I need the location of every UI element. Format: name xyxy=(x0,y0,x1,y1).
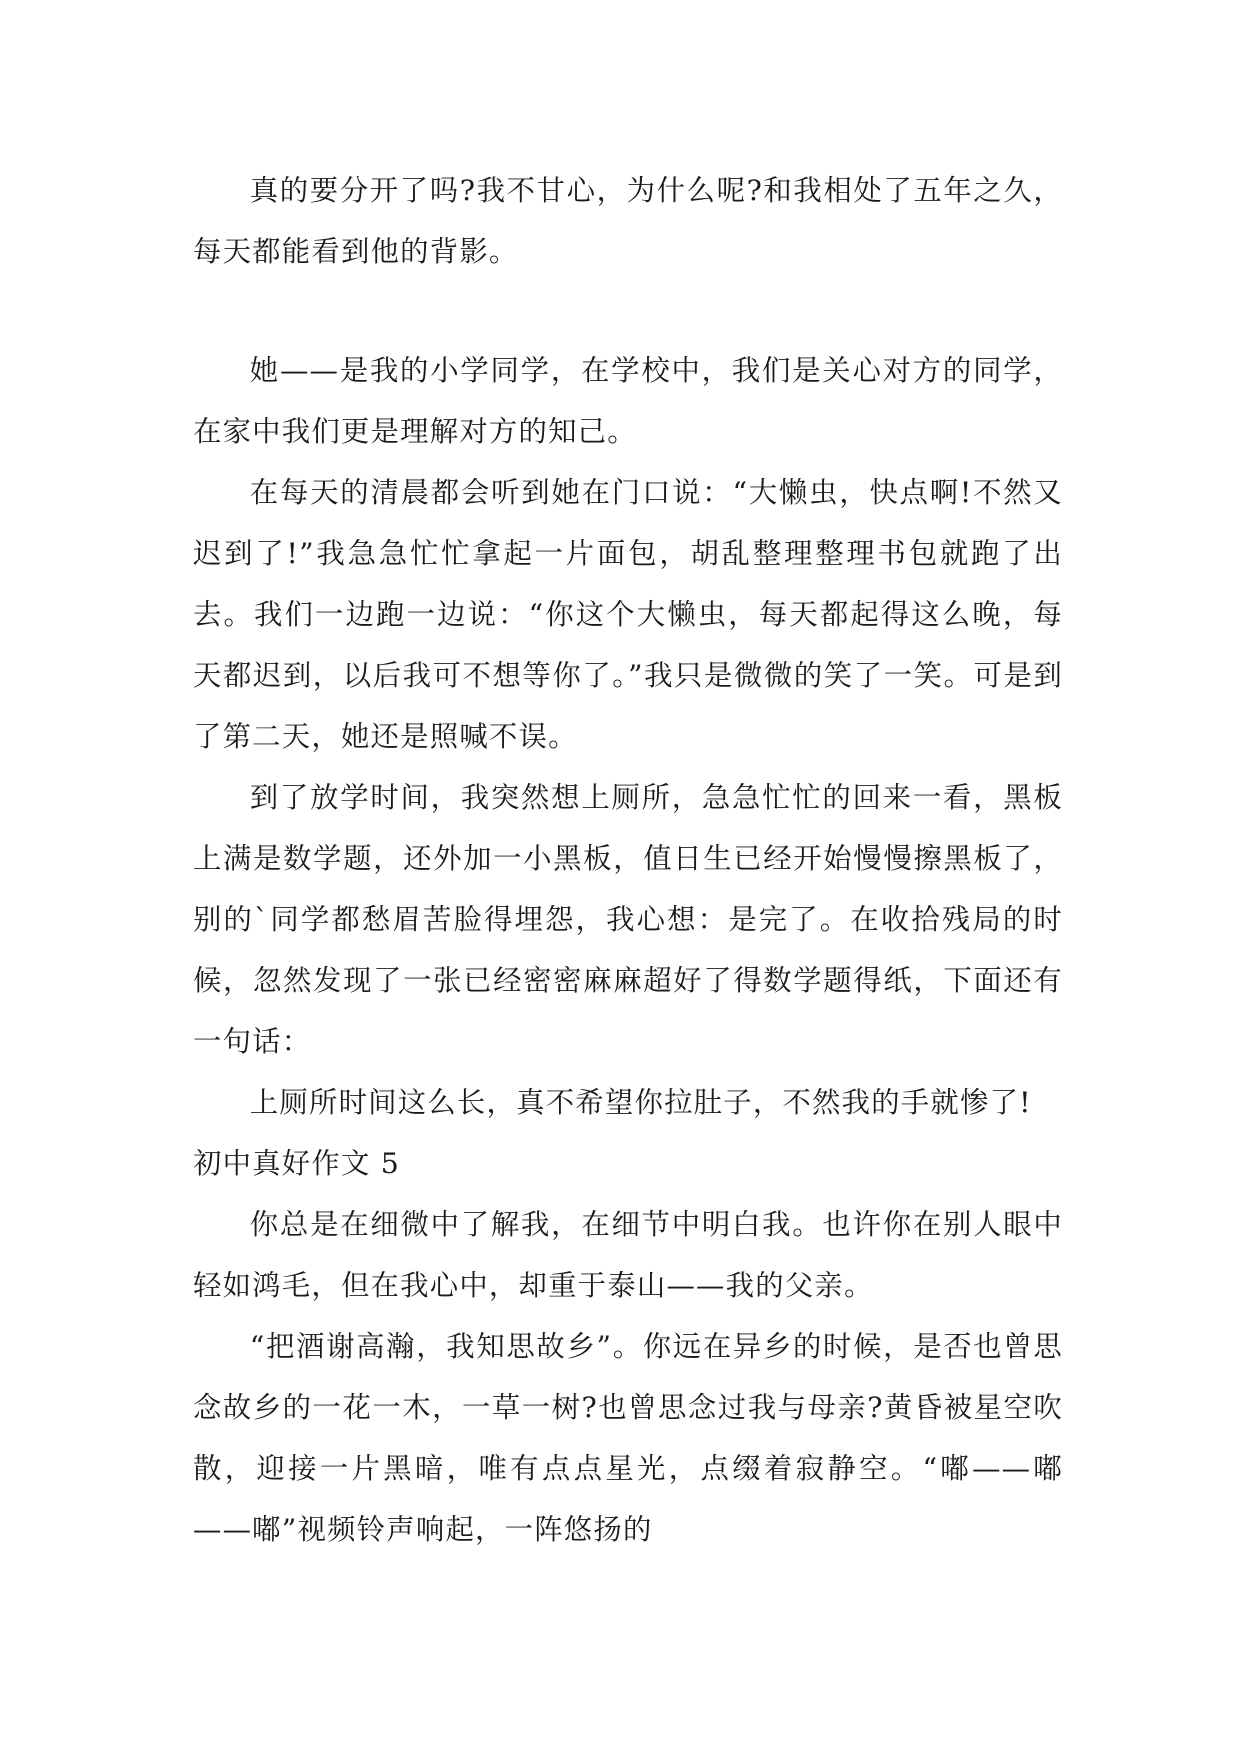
paragraph-1: 真的要分开了吗?我不甘心，为什么呢?和我相处了五年之久，每天都能看到他的背影。 xyxy=(193,174,1063,268)
paragraph-7: “把酒谢高瀚，我知思故乡”。你远在异乡的时候，是否也曾思念故乡的一花一木，一草一树?也曾思念过我与母亲?黄昏被星空吹散，迎接一片黑暗，唯有点点星光，点缀着寂静空。“嘟——嘟——嘟”视频铃声响起，一阵悠扬的 xyxy=(193,1330,1063,1546)
paragraph-4: 到了放学时间，我突然想上厕所，急急忙忙的回来一看，黑板上满是数学题，还外加一小黑板，值日生已经开始慢慢擦黑板了，别的`同学都愁眉苦脸得埋怨，我心想：是完了。在收拾残局的时候，忽然发现了一张已经密密麻麻超好了得数学题得纸，下面还有一句话： xyxy=(193,781,1063,1058)
paragraph-3: 在每天的清晨都会听到她在门口说：“大懒虫，快点啊!不然又迟到了!”我急急忙忙拿起一片面包，胡乱整理整理书包就跑了出去。我们一边跑一边说：“你这个大懒虫，每天都起得这么晚，每天都迟到，以后我可不想等你了。”我只是微微的笑了一笑。可是到了第二天，她还是照喊不误。 xyxy=(193,476,1063,753)
paragraph-2: 她——是我的小学同学，在学校中，我们是关心对方的同学，在家中我们更是理解对方的知己。 xyxy=(193,354,1063,448)
document-page xyxy=(193,160,1063,1560)
paragraph-gap xyxy=(193,282,1063,340)
section-title: 初中真好作文 5 xyxy=(193,1147,401,1180)
paragraph-5: 上厕所时间这么长，真不希望你拉肚子，不然我的手就惨了! xyxy=(249,1086,1032,1119)
paragraph-6: 你总是在细微中了解我，在细节中明白我。也许你在别人眼中轻如鸿毛，但在我心中，却重于泰山——我的父亲。 xyxy=(193,1208,1063,1302)
